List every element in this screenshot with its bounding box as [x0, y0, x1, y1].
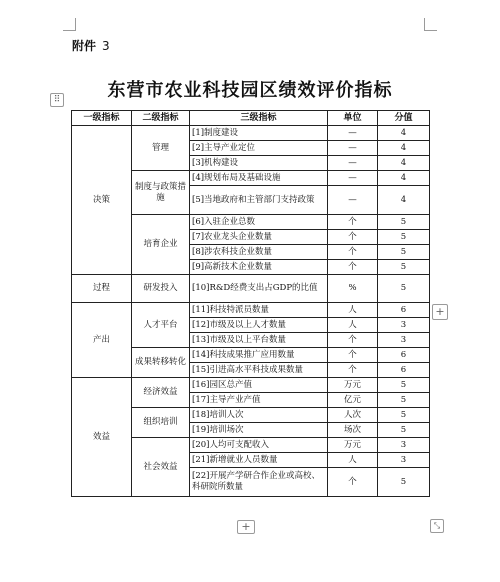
score-cell: 5 — [378, 393, 430, 408]
add-row-plus-icon[interactable]: + — [237, 520, 255, 534]
evaluation-table — [71, 110, 430, 497]
score-cell: 3 — [378, 318, 430, 333]
score-cell: 4 — [378, 156, 430, 171]
level2-cell: 社会效益 — [132, 438, 190, 497]
score-cell: 5 — [378, 468, 430, 497]
level2-cell: 制度与政策措施 — [132, 171, 190, 215]
level2-cell: 管理 — [132, 126, 190, 171]
score-cell: 5 — [378, 378, 430, 393]
attachment-text: 附件 — [72, 39, 97, 53]
indicator-cell: [1]制度建设 — [190, 126, 328, 141]
indicator-cell: [8]涉农科技企业数量 — [190, 245, 328, 260]
add-column-plus-icon[interactable]: + — [432, 304, 448, 320]
level2-cell: 研发投入 — [132, 275, 190, 303]
indicator-cell: [10]R&D经费支出占GDP的比值 — [190, 275, 328, 303]
indicator-cell: [9]高新技术企业数量 — [190, 260, 328, 275]
level2-cell: 经济效益 — [132, 378, 190, 408]
unit-cell: 个 — [328, 363, 378, 378]
unit-cell: — — [328, 171, 378, 186]
unit-cell: 人 — [328, 318, 378, 333]
header-level3: 三级指标 — [190, 111, 328, 126]
unit-cell: 亿元 — [328, 393, 378, 408]
unit-cell: 人 — [328, 453, 378, 468]
unit-cell: 人次 — [328, 408, 378, 423]
indicator-cell: [7]农业龙头企业数量 — [190, 230, 328, 245]
score-cell: 4 — [378, 186, 430, 215]
indicator-cell: [17]主导产业产值 — [190, 393, 328, 408]
table-move-handle-icon[interactable]: ⠿ — [50, 93, 64, 107]
indicator-cell: [5]当地政府和主管部门支持政策 — [190, 186, 328, 215]
unit-cell: % — [328, 275, 378, 303]
level2-cell: 组织培训 — [132, 408, 190, 438]
score-cell: 5 — [378, 260, 430, 275]
score-cell: 5 — [378, 275, 430, 303]
score-cell: 4 — [378, 126, 430, 141]
unit-cell: 个 — [328, 468, 378, 497]
unit-cell: — — [328, 186, 378, 215]
unit-cell: 场次 — [328, 423, 378, 438]
score-cell: 3 — [378, 453, 430, 468]
level2-cell: 人才平台 — [132, 303, 190, 348]
unit-cell: 个 — [328, 333, 378, 348]
indicator-cell: [18]培训人次 — [190, 408, 328, 423]
indicator-cell: [13]市级及以上平台数量 — [190, 333, 328, 348]
unit-cell: — — [328, 156, 378, 171]
table-resize-icon[interactable]: ⤡ — [430, 519, 444, 533]
table-row — [72, 303, 430, 318]
unit-cell: 个 — [328, 260, 378, 275]
attachment-number: 3 — [102, 39, 110, 53]
score-cell: 5 — [378, 408, 430, 423]
header-unit: 单位 — [328, 111, 378, 126]
unit-cell: 个 — [328, 230, 378, 245]
header-level2: 二级指标 — [132, 111, 190, 126]
indicator-cell: [21]新增就业人员数量 — [190, 453, 328, 468]
indicator-cell: [4]规划布局及基础设施 — [190, 171, 328, 186]
score-cell: 5 — [378, 245, 430, 260]
indicator-cell: [2]主导产业定位 — [190, 141, 328, 156]
score-cell: 3 — [378, 333, 430, 348]
level2-cell: 培育企业 — [132, 215, 190, 275]
level1-cell: 产出 — [72, 303, 132, 378]
unit-cell: — — [328, 141, 378, 156]
unit-cell: — — [328, 126, 378, 141]
indicator-cell: [3]机构建设 — [190, 156, 328, 171]
document-title: 东营市农业科技园区绩效评价指标 — [107, 80, 393, 101]
attachment-label — [72, 37, 110, 54]
header-score: 分值 — [378, 111, 430, 126]
table-row — [72, 126, 430, 141]
level1-cell: 过程 — [72, 275, 132, 303]
page-corner-mark-top-left — [63, 18, 76, 31]
page-corner-mark-top-right — [424, 18, 437, 31]
indicator-cell: [14]科技成果推广应用数量 — [190, 348, 328, 363]
level2-cell: 成果转移转化 — [132, 348, 190, 378]
table-row — [72, 378, 430, 393]
unit-cell: 个 — [328, 348, 378, 363]
indicator-cell: [20]人均可支配收入 — [190, 438, 328, 453]
table-row — [72, 275, 430, 303]
score-cell: 6 — [378, 363, 430, 378]
unit-cell: 人 — [328, 303, 378, 318]
unit-cell: 万元 — [328, 378, 378, 393]
score-cell: 4 — [378, 141, 430, 156]
indicator-cell: [6]入驻企业总数 — [190, 215, 328, 230]
score-cell: 4 — [378, 171, 430, 186]
unit-cell: 个 — [328, 215, 378, 230]
score-cell: 5 — [378, 215, 430, 230]
indicator-cell: [22]开展产学研合作企业或高校、科研院所数量 — [190, 468, 328, 497]
indicator-cell: [16]园区总产值 — [190, 378, 328, 393]
table-header-row — [72, 111, 430, 126]
indicator-cell: [11]科技特派员数量 — [190, 303, 328, 318]
level1-cell: 决策 — [72, 126, 132, 275]
score-cell: 6 — [378, 348, 430, 363]
score-cell: 5 — [378, 423, 430, 438]
indicator-cell: [15]引进高水平科技成果数量 — [190, 363, 328, 378]
indicator-cell: [12]市级及以上人才数量 — [190, 318, 328, 333]
header-level1: 一级指标 — [72, 111, 132, 126]
score-cell: 6 — [378, 303, 430, 318]
score-cell: 5 — [378, 230, 430, 245]
indicator-cell: [19]培训场次 — [190, 423, 328, 438]
score-cell: 3 — [378, 438, 430, 453]
level1-cell: 效益 — [72, 378, 132, 497]
unit-cell: 万元 — [328, 438, 378, 453]
unit-cell: 个 — [328, 245, 378, 260]
